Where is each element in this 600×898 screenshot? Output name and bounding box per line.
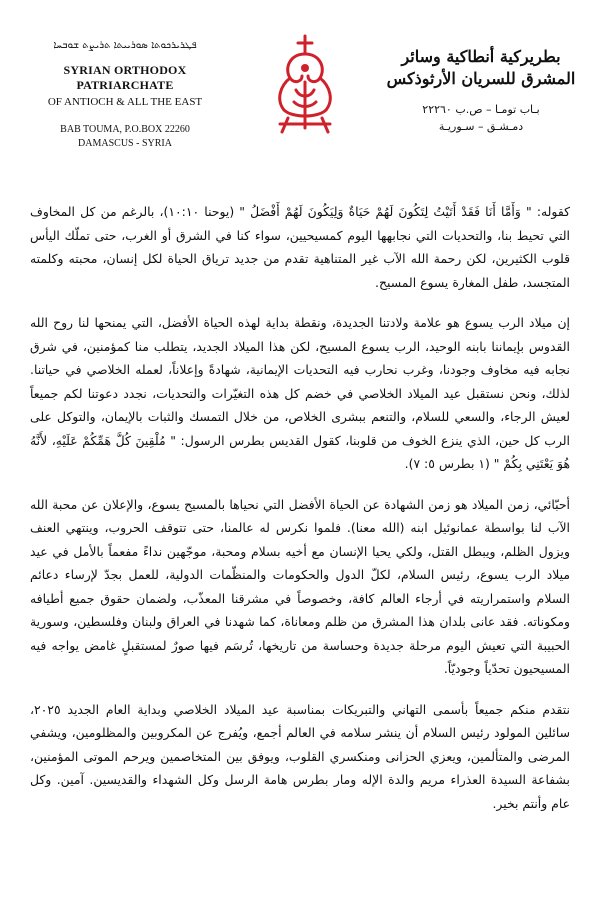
letterhead-english-block <box>30 40 220 149</box>
arabic-calligraphy-title: بطريركية أنطاكية وسائر المشرق للسريان الأرثوذكس <box>386 47 576 88</box>
address-line-2: DAMASCUS - SYRIA <box>78 138 172 149</box>
arabic-address-line-1: بـاب تومـا – ص.ب ٢٢٢٦٠ <box>422 103 540 117</box>
paragraph-3: أحبّائي، زمن الميلاد هو زمن الشهادة عن الحياة الأفضل التي نحياها بالمسيح يسوع، والإعلان عن محبة الله الآب لنا بواسطة عمانوئيل ابنه (الله معنا). فلموا نكرس له عالمنا، حتى تتوقف الحروب، وينتهي العنف ويزول الظلم، ويبطل القتل، ولكي يحيا الإنسان مع أخيه بسلام ومحبة، موجّهين نداءً مفعماً بالأمل في عيد ميلاد الرب يسوع، رئيس السلام، لكلّ الدول والحكومات والمنظّمات الدولية، للعمل بجدّ لإرساء دعائم السلام واستمراريته في أرجاء العالم كافة، وخصوصاً في مشرقنا المعذّب، ولضمان حقوق جميع أطيافه ومكوناته. فقد عانى بلدان هذا المشرق من ظلم ومعاناة، كما شهدنا في العراق ولبنان وفلسطين، وسورية الحبيبة التي تعيش اليوم مرحلة جديدة وحساسة من تاريخها، تُرسَم فيها صورٌ لمستقبلٍ غامض يواجه فيه المسيحيون تحدّياً وجوديّاً. <box>30 496 570 676</box>
letter-body <box>30 200 570 832</box>
paragraph-1: كقوله: " وَأَمَّا أَنَا فَقَدْ أَتَيْتُ لِتَكُونَ لَهُمْ حَيَاةٌ وَلِيَكُونَ لَهُمْ أَفْضَلُ " (يوحنا ١٠:١٠)، بالرغم من كل المخاوف التي تحيط بنا، والتحديات التي نجابهها اليوم كمسيحيين، سواء كنا في الشرق أو الغرب، حتى تملّك اليأس قلوب الكثيرين، لكن رحمة الله الآب غير المتناهية تقدم من جديد ترياق الحياة لكل إنسان، محبته وكلمته المتجسد، طفل المغارة يسوع المسيح. <box>30 204 570 290</box>
patriarchate-name: SYRIAN ORTHODOX PATRIARCHATE <box>63 63 187 92</box>
address-line-1: BAB TOUMA, P.O.BOX 22260 <box>60 124 190 135</box>
syriac-title: ܦܛܪܝܪܟܘܬܐ ܣܘܪܝܝܬܐ ܬܪܝܨܬ ܫܘܒܚܐ <box>53 40 197 51</box>
paragraph-2: إن ميلاد الرب يسوع هو علامة ولادتنا الجديدة، ونقطة بداية لهذه الحياة الأفضل، التي يمنحها لنا روح الله القدوس بإيماننا بابنه الوحيد، الرب يسوع المسيح، لكن هذا الميلاد الجديد، يتطلب منا كمؤمنين، في شرق نجابه فيه مخاوف وجودنا، وغرب نحارب فيه التحديات الإيمانية، شهادةً وإعلاناً، لعمله الخلاصي في حياتنا. لذلك، ونحن نستقبل عيد الميلاد الخلاصي في خضم كل هذه التغيّرات والتحديات، نجدد دعوتنا لكم جميعاً لعيش الرجاء، والسعي للسلام، والتنعم ببشرى الخلاص، من خلال التمسك والثبات بالإيمان، والتوكل على الرب كل حين، الذي ينزع الخوف من قلوبنا، كقول القديس بطرس الرسول: " مُلْقِينَ كُلَّ هَمِّكُمْ عَلَيْهِ، لأَنَّهُ هُوَ يَعْتَنِي بِكُمْ " (١ بطرس ٥: ٧). <box>30 315 570 471</box>
patriarchal-emblem-icon <box>260 28 350 138</box>
letterhead <box>0 0 600 200</box>
patriarchate-subtitle: OF ANTIOCH & ALL THE EAST <box>47 96 203 108</box>
arabic-address-line-2: دمـشـق – سـوريـة <box>438 120 524 134</box>
letterhead-arabic-block <box>386 46 576 133</box>
paragraph-4: نتقدم منكم جميعاً بأسمى التهاني والتبريكات بمناسبة عيد الميلاد الخلاصي وبداية العام الجديد ٢٠٢٥، سائلين المولود رئيس السلام أن ينشر سلامه في العالم أجمع، ويُفرج عن المكروبين والمظلومين، ويشفي المرضى والمتألمين، ويعزي الحزانى ومنكسري القلوب، ويوفق بين المتخاصمين ويرحم الموتى المؤمنين، بشفاعة السيدة العذراء مريم والدة الإله ومار بطرس هامة الرسل وكل الشهداء والقديسين. آمين. وكل عام وأنتم بخير. <box>30 701 570 811</box>
